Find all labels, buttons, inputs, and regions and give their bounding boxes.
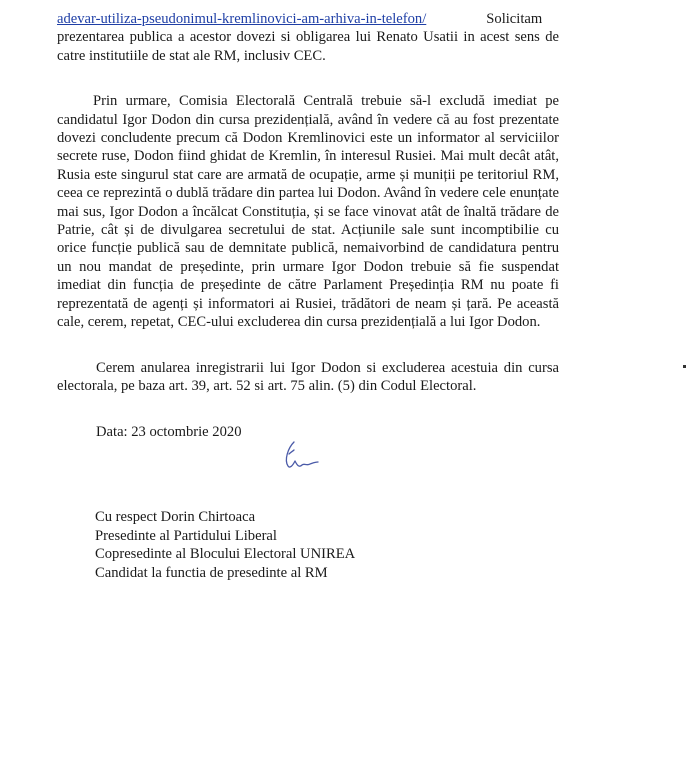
date-line: Data: 23 octombrie 2020 (96, 424, 242, 441)
request-paragraph: Cerem anularea inregistrarii lui Igor Dodon si excluderea acestuia din cursa electorala, pe baza art. 39, art. 52 si art. 75 alin. (5) din Codul Electoral. (57, 359, 559, 394)
document-body (57, 10, 559, 442)
intro-text: Solicitam prezentarea publica a acestor dovezi si obligarea lui Renato Usatii in acest sens de catre institutiile de stat ale RM, inclusiv CEC. (57, 11, 559, 64)
article-link[interactable]: adevar-utiliza-pseudonimul-kremlinovici-am-arhiva-in-telefon/ (57, 11, 427, 27)
closing-block (95, 508, 355, 582)
closing-title-bloc: Copresedinte al Blocului Electoral UNIREA (95, 546, 356, 562)
closing-title-party: Presedinte al Partidului Liberal (95, 527, 277, 544)
closing-candidate: Candidat la functia de presedinte al RM (95, 564, 328, 581)
main-paragraph: Prin urmare, Comisia Electorală Centrală trebuie să-l excludă imediat pe candidatul Igor Dodon din cursa prezidențială, având în vedere că au fost prezentate dovezi concludente precum că Dodon Kremlinovici este un informator al serviciilor secrete ruse, Dodon fiind ghidat de Kremlin, în interesul Rusiei. Mai mult decât atât, Rusia este singurul stat care are armată de ocupație, arme și muniții pe teritoriul RM, ceea ce reprezintă o dublă trădare din partea lui Dodon. Având în vedere cele enunțate mai sus, Igor Dodon a încălcat Constituția, și se face vinovat atât de înaltă trădare de Patrie, cât și de divulgarea secretului de stat. Acțiunile sale sunt incomptibilie cu orice funcție publică sau de demnitate publică, nemaivorbind de candidatura pentru un nou mandat de președinte, prin urmare Igor Dodon trebuie să fie suspendat imediat din funcția de președinte de către Parlament Președinția RM nu poate fi reprezentată de agenți și informatori ai Rusiei, trădători de neam și țară. Pe această cale, cerem, repetat, CEC-ului excluderea din cursa prezidențială a lui Igor Dodon. (57, 93, 559, 331)
intro-paragraph (57, 10, 559, 65)
handwritten-signature (280, 432, 330, 482)
closing-respect: Cu respect Dorin Chirtoaca (95, 509, 256, 525)
